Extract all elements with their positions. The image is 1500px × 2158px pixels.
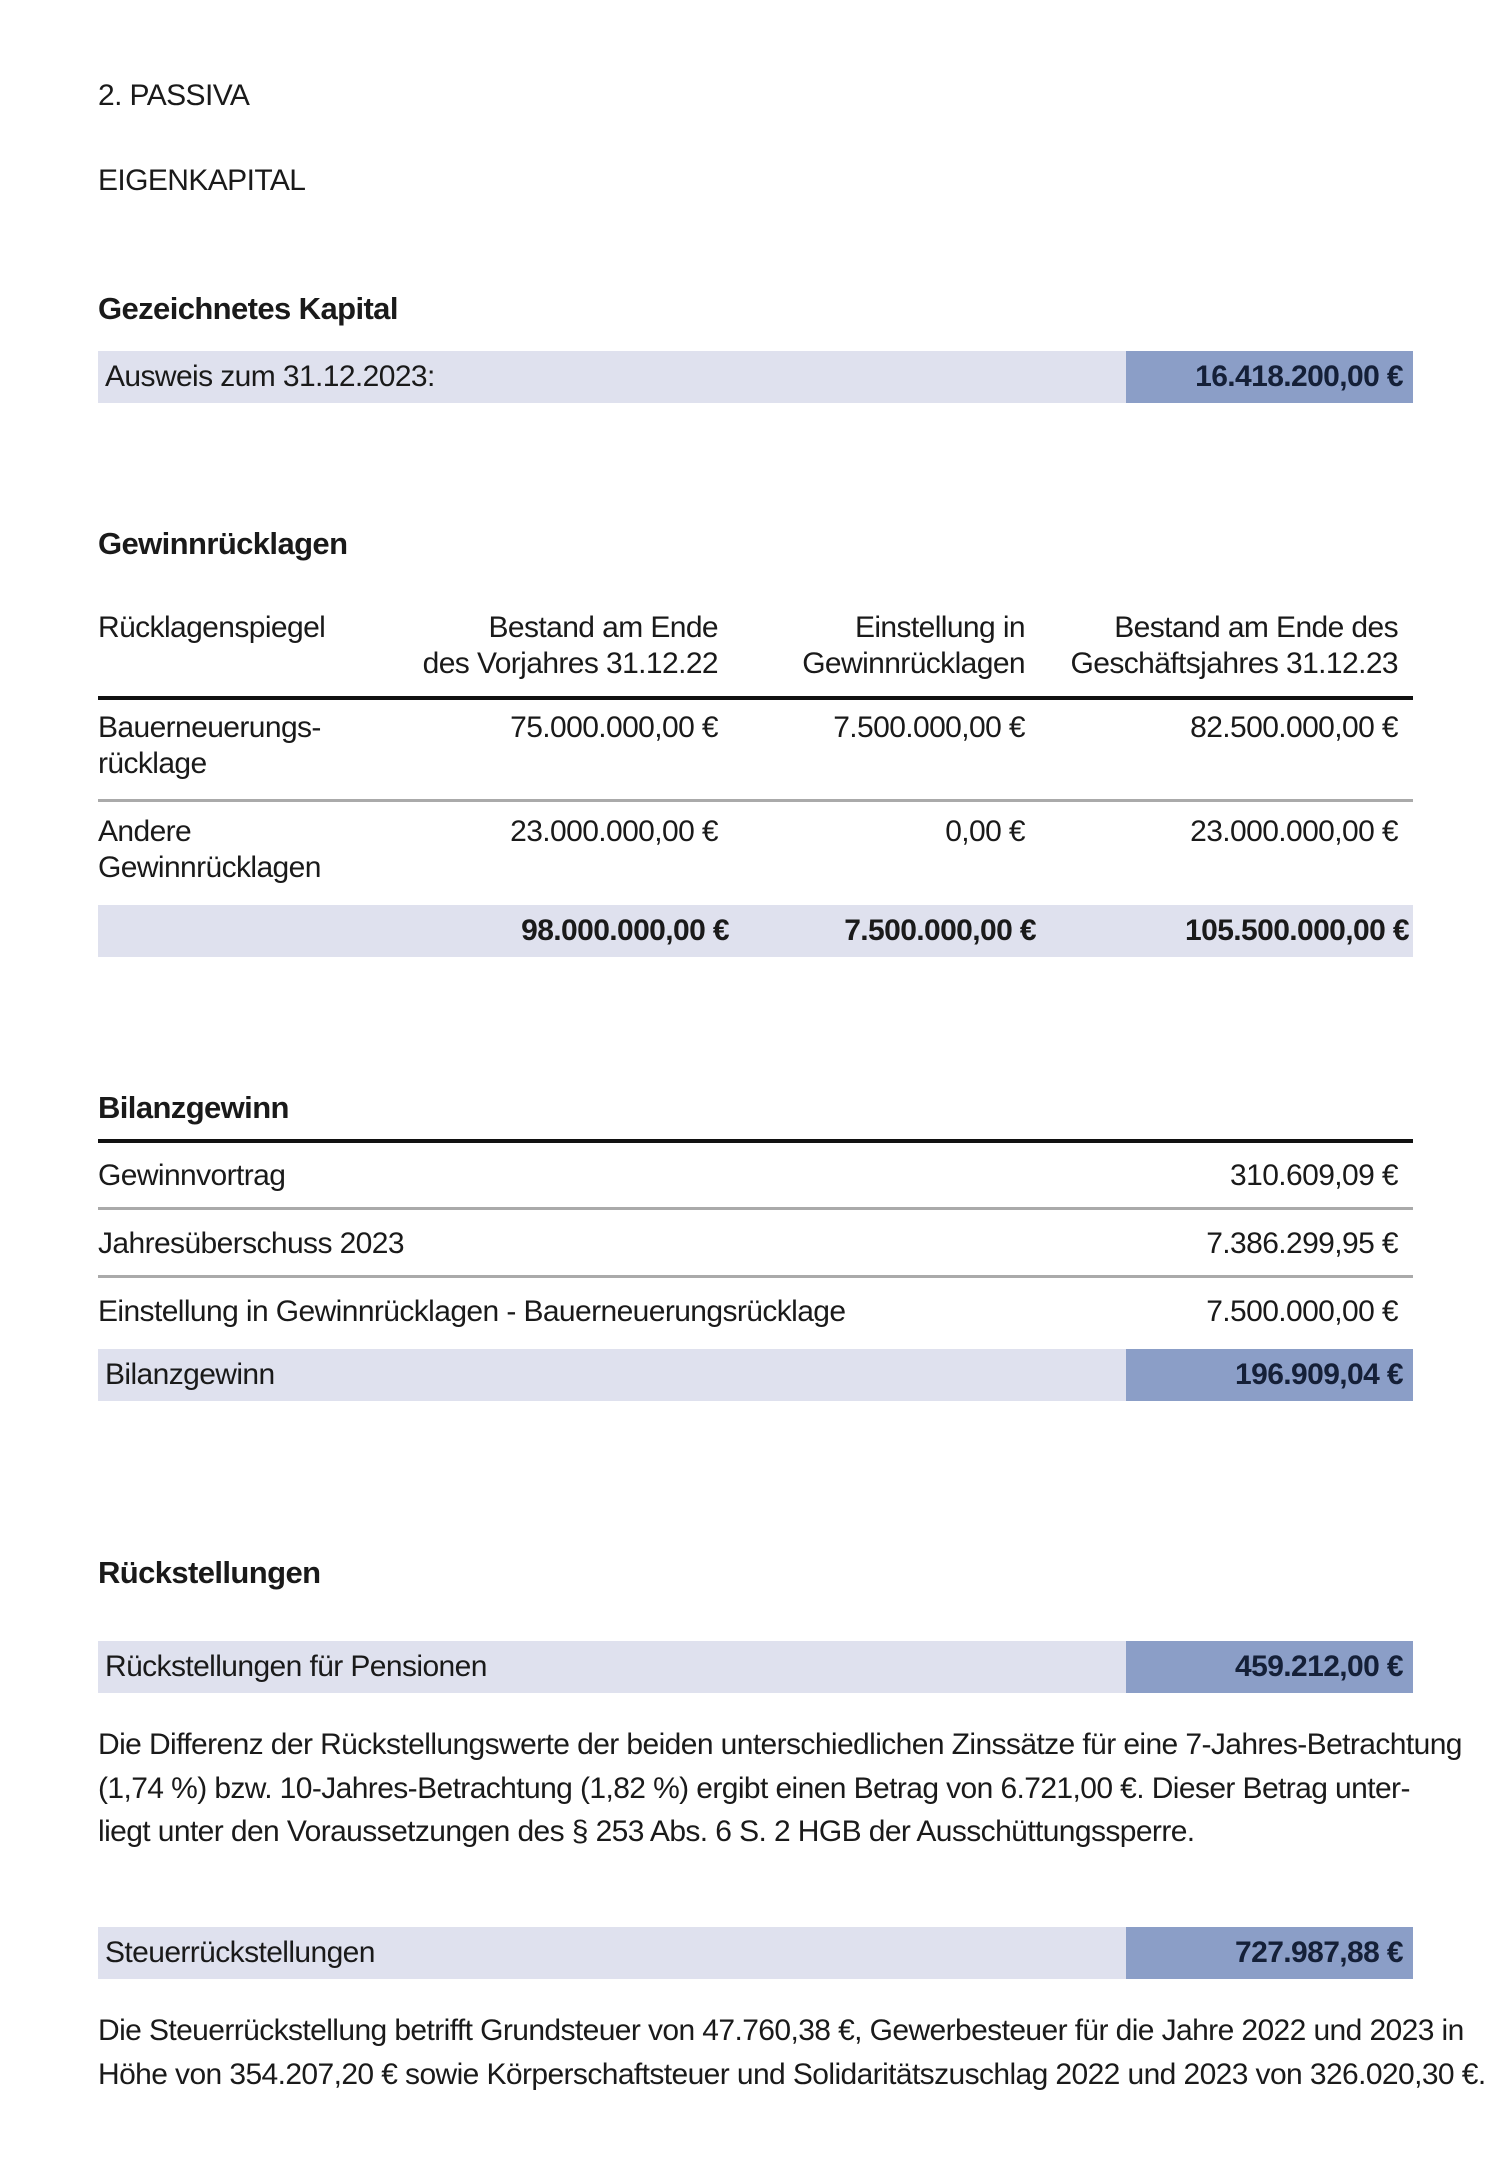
row-value: 7.386.299,95 €: [1206, 1227, 1398, 1260]
row-label: [98, 710, 321, 782]
subsection-title: EIGENKAPITAL: [98, 164, 306, 197]
gezeichnetes-kapital-band: [98, 351, 1413, 403]
bilanzgewinn-total-band: [98, 1349, 1413, 1401]
current-year-value: 82.500.000,00 €: [1190, 711, 1398, 744]
column-header-prior-year: [423, 610, 718, 682]
row-label: [98, 814, 321, 886]
column-header-line: Gewinnrücklagen: [802, 647, 1025, 680]
row-label: Jahresüberschuss 2023: [98, 1227, 404, 1260]
steuer-label: Steuerrückstellungen: [105, 1936, 375, 1969]
pensionen-label: Rückstellungen für Pensionen: [105, 1650, 487, 1683]
gewinnruecklagen-heading: Gewinnrücklagen: [98, 526, 348, 561]
allocation-value: 7.500.000,00 €: [833, 711, 1025, 744]
note-line: Die Steuerrückstellung betrifft Grundsteuer von 47.760,38 €, Gewerbesteuer für die Jahre 2022 und 2023 in: [98, 2014, 1464, 2047]
column-header-line: Geschäftsjahres 31.12.23: [1070, 647, 1398, 680]
pensionen-band: [98, 1641, 1413, 1693]
steuer-note: [98, 2009, 1486, 2096]
steuer-band: [98, 1927, 1413, 1979]
total-current-year: 105.500.000,00 €: [1185, 914, 1409, 947]
row-label-line: Bauerneuerungs-: [98, 711, 321, 744]
row-value: 310.609,09 €: [1230, 1159, 1398, 1192]
section-title: 2. PASSIVA: [98, 79, 250, 112]
prior-year-value: 23.000.000,00 €: [510, 815, 718, 848]
bilanzgewinn-total-value: 196.909,04 €: [1235, 1358, 1403, 1391]
bilanzgewinn-total-label: Bilanzgewinn: [105, 1358, 275, 1391]
note-line: Die Differenz der Rückstellungswerte der beiden unterschiedlichen Zinssätze für eine 7-Jahres-Betrachtung: [98, 1728, 1462, 1761]
row-value: 7.500.000,00 €: [1206, 1295, 1398, 1328]
column-header-line: Einstellung in: [854, 611, 1025, 644]
total-allocation: 7.500.000,00 €: [844, 914, 1036, 947]
row-label-line: Gewinnrücklagen: [98, 851, 321, 884]
steuer-value: 727.987,88 €: [1235, 1936, 1403, 1969]
column-header-line: des Vorjahres 31.12.22: [422, 647, 718, 680]
rueckstellungen-heading: Rückstellungen: [98, 1555, 321, 1590]
column-header-line: Bestand am Ende des: [1114, 611, 1398, 644]
column-header-line: Bestand am Ende: [488, 611, 718, 644]
row-label: Einstellung in Gewinnrücklagen - Bauerneuerungsrücklage: [98, 1295, 846, 1328]
table-header-rule: [98, 696, 1413, 700]
gezeichnetes-kapital-value: 16.418.200,00 €: [1195, 360, 1403, 393]
bilanzgewinn-heading: Bilanzgewinn: [98, 1090, 289, 1125]
row-label-line: Andere: [98, 815, 192, 848]
pensionen-value: 459.212,00 €: [1235, 1650, 1403, 1683]
row-divider: [98, 799, 1413, 802]
note-line: (1,74 %) bzw. 10-Jahres-Betrachtung (1,82 %) ergibt einen Betrag von 6.721,00 €. Dieser Betrag unter-: [98, 1771, 1410, 1805]
prior-year-value: 75.000.000,00 €: [510, 711, 718, 744]
table-header-rule: [98, 1139, 1413, 1143]
total-prior-year: 98.000.000,00 €: [521, 914, 729, 947]
allocation-value: 0,00 €: [945, 815, 1025, 848]
row-divider: [98, 1207, 1413, 1210]
row-label-line: rücklage: [98, 747, 207, 780]
gezeichnetes-kapital-heading: Gezeichnetes Kapital: [98, 291, 398, 326]
note-line: Höhe von 354.207,20 € sowie Körperschaftsteuer und Solidaritätszuschlag 2022 und 2023 von 326.020,30 €.: [98, 2057, 1486, 2091]
column-header-current-year: [1071, 610, 1398, 682]
gezeichnetes-kapital-label: Ausweis zum 31.12.2023:: [105, 360, 435, 393]
row-label: Gewinnvortrag: [98, 1159, 286, 1192]
pensionen-note: [98, 1723, 1462, 1854]
current-year-value: 23.000.000,00 €: [1190, 815, 1398, 848]
row-divider: [98, 1275, 1413, 1278]
note-line: liegt unter den Voraussetzungen des § 253 Abs. 6 S. 2 HGB der Ausschüttungssperre.: [98, 1815, 1195, 1848]
column-header-label: Rücklagenspiegel: [98, 611, 326, 644]
total-row: [98, 905, 1413, 957]
column-header-allocation: [802, 610, 1025, 682]
